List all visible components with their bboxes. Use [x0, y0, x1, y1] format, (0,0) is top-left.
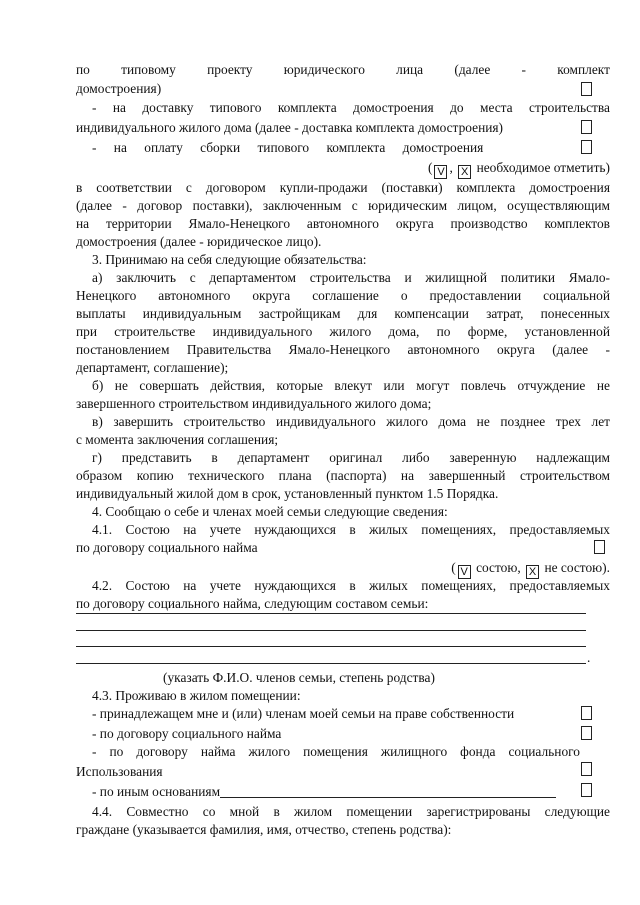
fill-in-line-family-2[interactable]: [76, 630, 586, 631]
legend-line: [76, 158, 610, 179]
text-line: завершенного строительством индивидуального жилого дома;: [76, 396, 432, 411]
section-heading: 3. Принимаю на себя следующие обязательства:: [92, 252, 367, 267]
checkbox-social-lease[interactable]: [581, 726, 592, 740]
section-heading: 4.3. Проживаю в жилом помещении:: [92, 688, 301, 703]
checkbox-other-grounds[interactable]: [581, 783, 592, 797]
legend-not-registered: не состою).: [544, 560, 610, 575]
text-line: граждане (указывается фамилия, имя, отчество, степень родства):: [76, 822, 452, 837]
checkbox-kit-assembly[interactable]: [581, 140, 592, 154]
text-line: Использования: [76, 764, 163, 779]
checkbox-ownership[interactable]: [581, 706, 592, 720]
text-line: (далее - договор поставки), заключенным с юридическим лицом, осуществляющим: [76, 198, 610, 213]
text-line: домостроения (далее - юридическое лицо).: [76, 234, 322, 249]
checkbox-kit-delivery[interactable]: [581, 120, 592, 134]
line-end-dot: .: [587, 650, 591, 665]
cross-mark-sample: X: [458, 165, 471, 179]
text-line: 4.2. Состою на учете нуждающихся в жилых помещениях, предоставляемых: [92, 578, 610, 593]
text-line: - принадлежащем мне и (или) членам моей семьи на праве собственности: [92, 706, 515, 721]
text-line: по договору социального найма: [76, 540, 258, 555]
paren-open: (: [428, 160, 433, 175]
text-line: при строительстве индивидуального жилого дома, по форме, установленной: [76, 324, 610, 339]
text-line: 4.1. Состою на учете нуждающихся в жилых помещениях, предоставляемых: [92, 522, 610, 537]
check-mark-sample: V: [434, 165, 447, 179]
text-line: постановлением Правительства Ямало-Ненецкого автономного округа (далее -: [76, 342, 610, 357]
text-line: индивидуальный жилой дом в срок, установленный пунктом 1.5 Порядка.: [76, 486, 499, 501]
text-line: по договору социального найма, следующим составом семьи:: [76, 596, 429, 611]
text-line: а) заключить с департаментом строительства и жилищной политики Ямало-: [92, 270, 610, 285]
fill-in-line-family-1[interactable]: [76, 613, 586, 614]
text-line: 4.4. Совместно со мной в жилом помещении зарегистрированы следующие: [92, 804, 610, 819]
section-heading: 4. Сообщаю о себе и членах моей семьи следующие сведения:: [92, 504, 448, 519]
text-line: [92, 782, 610, 801]
text-line: - на оплату сборки типового комплекта домостроения: [92, 140, 484, 155]
text-line: выплаты индивидуальным застройщикам для компенсации затрат, понесенных: [76, 306, 610, 321]
text-line: в) завершить строительство индивидуального жилого дома не позднее трех лет: [92, 414, 610, 429]
other-grounds-label: - по иным основаниям: [92, 784, 221, 799]
checkbox-on-register[interactable]: [594, 540, 605, 554]
text-line: на территории Ямало-Ненецкого автономного округа производство комплектов: [76, 216, 610, 231]
separator: ,: [449, 160, 453, 175]
legend-text: необходимое отметить): [476, 160, 610, 175]
text-line: - на доставку типового комплекта домостроения до места строительства: [92, 100, 610, 115]
text-line: в соответствии с договором купли-продажи (поставки) комплекта домостроения: [76, 180, 610, 195]
fill-in-line-family-3[interactable]: [76, 646, 586, 647]
cross-mark-sample: X: [526, 565, 539, 579]
text-line: - по договору найма жилого помещения жилищного фонда социального: [92, 744, 580, 759]
text-line: с момента заключения соглашения;: [76, 432, 279, 447]
text-line: б) не совершать действия, которые влекут или могут повлечь отчуждение не: [92, 378, 610, 393]
text-line: образом копию технического плана (паспорта) на завершенный строительством: [76, 468, 610, 483]
text-line: индивидуального жилого дома (далее - доставка комплекта домостроения): [76, 120, 504, 135]
text-line: домостроения): [76, 81, 162, 96]
text-line: - по договору социального найма: [92, 726, 282, 741]
text-line: по типовому проекту юридического лица (далее - комплект: [76, 62, 610, 77]
text-line: департамент, соглашение);: [76, 360, 229, 375]
checkbox-social-use-lease[interactable]: [581, 762, 592, 776]
fill-in-line-family-4[interactable]: [76, 663, 586, 664]
text-line: Ненецкого автономного округа соглашение о предоставлении социальной: [76, 288, 610, 303]
text-line: г) представить в департамент оригинал либо заверенную надлежащим: [92, 450, 610, 465]
check-mark-sample: V: [458, 565, 471, 579]
paren-open: (: [451, 560, 456, 575]
other-grounds-field[interactable]: [220, 785, 556, 798]
checkbox-kit-purchase[interactable]: [581, 82, 592, 96]
fill-in-caption: (указать Ф.И.О. членов семьи, степень родства): [163, 670, 435, 685]
legend-registered: состою,: [476, 560, 521, 575]
